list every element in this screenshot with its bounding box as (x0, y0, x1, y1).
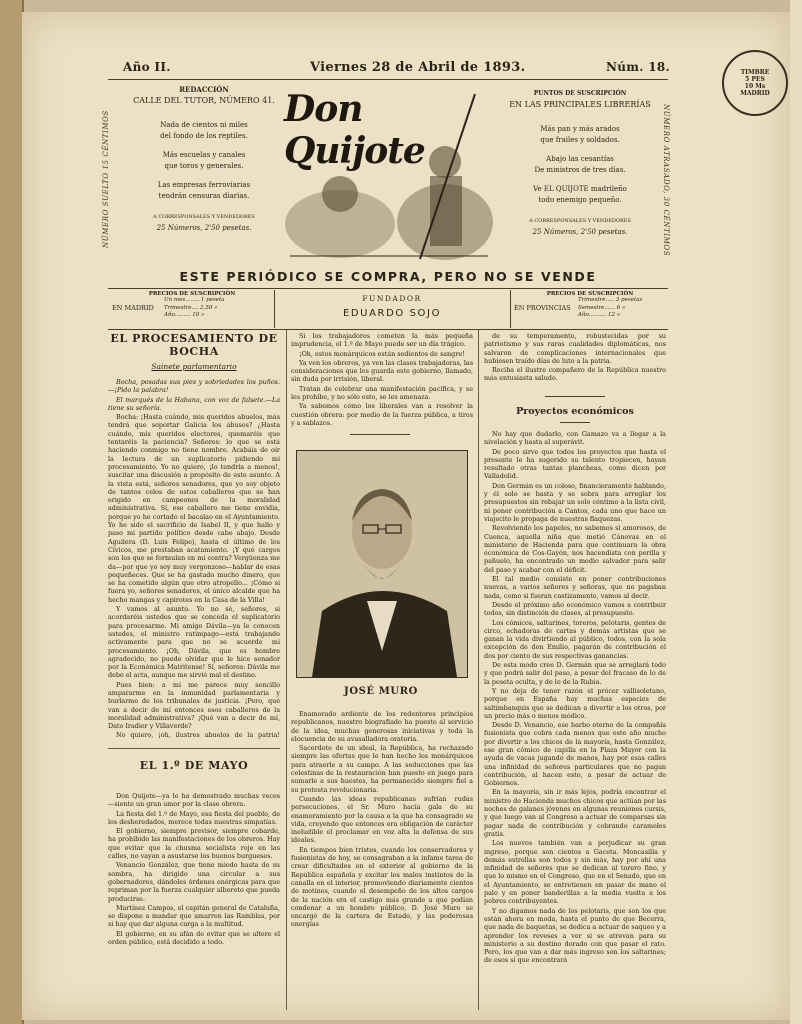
puntos-heading: PUNTOS DE SUSCRIPCIÓN (533, 90, 627, 97)
column-rule (478, 330, 479, 1010)
paragraph: Tratan de celebrar una manifestación pacífica, y se les prohíbe, y no sólo esto, se les amenaza. (291, 384, 473, 402)
article-mayo-body (108, 792, 280, 1007)
paragraph: Ya sabemos cómo los liberales van a resolver la cuestión obrera: por medio de la fuerza pública, a tiros y a sablazos. (291, 402, 473, 427)
puntos-line: que frailes y soldados. (540, 136, 620, 144)
paragraph: De esta modo cree D. Germán que se arreglará todo y que podrá salir del paso, a pesar del fracaso de lo de la peseta oculta, y de lo de la Rubia. (484, 661, 666, 686)
side-price-left: NÚMERO SUELTO 15 CÉNTIMOS (102, 110, 110, 248)
portrait-jose-muro (297, 451, 467, 677)
column-rule (286, 330, 287, 1010)
paragraph: Desde D. Venancio, ese barbo eterno de la compañía fusionista que cobra cada menos que este año mucho por divertir a los chicos de la mayoría, hasta González, ese gran cómico de capilla en la Plaza Mayor con la ayuda de vacas jugando de manos, hay por esas calles una infinidad de señores particulares que no pagan contribución, al hacen esto, a pesar de actuar de Gobiernos. (484, 721, 666, 788)
ornament-rule (545, 396, 605, 397)
paragraph: De poco sirve que todos los proyectos que hasta el presente le ha sugerido su talento tropiecen, hayan resultado otras tantas plancheas, como dicen por Valladolid. (484, 447, 666, 481)
sub-heading: PRECIOS DE SUSCRIPCIÓN (148, 291, 236, 297)
issue-year: Año II. (123, 60, 171, 74)
paragraph: Los nuevos también van a perjudicar su gran ingreso, porque son cientos a Gaceta. Moncasilla y demás estrellas son todos y sin más, hay por ahí una infinidad de señores que se dedican al torero fino, y que lo mismo en el Congreso, que en el Senado, que en el Ayuntamiento, se entretienen en pasar de mano el palo y en poner banderillas a la media vuelta a los pobres contribuyentes. (484, 839, 666, 906)
issue-number: Núm. 18. (606, 60, 671, 74)
paragraph: Cuando las ideas republicanas sufrían rudas persecuciones, el Sr. Muro hacía gala de su enamoramiento por la causa a la que ha consagrado su vida, creyendo que entonces era obligación de carácter ineludible el proclamar en voz alta la defensa de sus ideales. (291, 794, 473, 845)
paragraph: En tiempos bien tristes, cuando los conservadores y fusionistas de hoy, se consagraban a la infame tarea de crear dificultades en el exterior al gobierno de la República española y excitar los malos instintos de la canalla en el interior, promoviendo diariamente cientos de motines, cuando el desempeño de los altos cargos de la nación era el castigo más grande a que podían condenar a un hombre público, D. José Muro se encargó de la cartera de Estado, y las poderosas energías (291, 845, 473, 929)
paragraph: Reciba el ilustre compañero de la República nuestro más entusiasta saludo. (484, 366, 666, 383)
tax-stamp (722, 50, 788, 116)
paragraph: Bocha: ¡Hasta cuándo, mis queridos abuelos, más tendrá que soportar Galicia los abusos? ¿Hasta cuándo, mis queridos electores, quemaréis que tentaréis la paciencia? Señores: lo que se está haciendo conmigo no tiene nombre. Acabáis de oír la lectura de un suplicatorio pidiendo mi procesamiento. Yo no quiero, ¡lo tendría a menos!, suscitar una discusión a propósito de este asunto. A la vista está, señores senadores, que yo soy objeto de tantos celos de estos caballeros que se han erigido en campeones de la moralidad administrativa. Sí, ese caballero me tiene envidia, porque yo he cortado el bacalao en el Ayuntamiento. Yo he sido el sacrificio de Isabel II, y que hallo y paso mi partido político desde cabo abajo. Desde Aguilera (D. Luis Felipe), hasta el último de los Cívicos, me prestaban acatamiento. ¡Y qué cargos son los que se formulan en mi contra? Vergüenza me da—por que yo soy muy vergonzoso—hablar de esas pequeñeces. Que se ha gastado mucho dinero, que se ha cometido algún que otro atropello... ¡Cómo si fuera yo, señores senadores, el único alcalde que ha hecho mangas y capirotes en la Casa de la Villa! (108, 413, 280, 604)
article-title: Proyectos económicos (516, 406, 634, 417)
sub-row: Un mes........ 1 peseta (164, 297, 225, 303)
redaccion-line: tendrán censuras diarias. (158, 192, 250, 200)
ornament-rule (560, 422, 590, 423)
redaccion-line: Más escuelas y canales (162, 151, 246, 159)
side-price-right: NÚMERO ATRASADO, 30 CÉNTIMOS (662, 104, 670, 257)
masthead (280, 84, 498, 264)
book-spine (0, 0, 24, 1024)
paragraph: Y vamos al asunto. Yo no sé, señores, si acordaréis ustedes que se conceda el suplicatorio para procesarme. Mi amigo Dávila—ya le conocen ustedes, el ministro ratimpago—está trabajando activamente para que no se acuerde mi procesamiento. ¡Oh, Dávila, que es hombre agradecido, no puede olvidar que le hice senador por la Económica Matritense! Sí, señores: Dávila me debe el acta, aunque me sirvió mal el destino. (108, 605, 280, 680)
paragraph: Martínez Campos, el capitán general de Cataluña, se dispone a mandar que amarren las Ramblas, por si hay que dar alguna carga a la multitud. (108, 903, 280, 929)
redaccion-price: 25 Números, 2'50 pesetas. (156, 224, 252, 232)
article-body (108, 378, 280, 740)
sub-place: EN MADRID (112, 304, 154, 313)
sub-heading: PRECIOS DE SUSCRIPCIÓN (546, 291, 634, 297)
page-edge (790, 0, 802, 1024)
paragraph: No hay que dudarlo, con Gamazo va a llegar a la nivelación y hasta al superávit. (484, 430, 666, 447)
paragraph: Y no digamos nada de los pelotaris, que son los que están ahora en moda, hasta el punto de que Becerra, que nada de baquetas, se dedica a actuar de saqueo y a aprender los reveses a ver si se atrevan para su ministerio a su destino dorado con que pasar el rato. Pero, los que van a dar más ingreso son los saltarines; de esos sí que encontrará (484, 906, 666, 965)
stamp-line: TIMBRE (740, 69, 770, 76)
puntos-corresponsales: A CORRESPONSALES Y VENDEDORES (529, 218, 631, 224)
paragraph: Don Germán es un coloso, financieramente hablando, y él solo se basta y se sobra para arreglar los presupuestos sin rebajar un solo céntimo a la lista civil, ni poner contribución a Cantos, cada uno que hace un viajecito le propaga de nuestras flaquezas. (484, 481, 666, 523)
header-rule (108, 79, 668, 80)
paragraph: No quiero, ¡oh, ilustres abuelos de la patria! (116, 731, 280, 740)
redaccion-line: Las empresas ferroviarias (157, 181, 251, 189)
paragraph: Pues bien: a mí me parece muy sencillo ampararme en la inmunidad parlamentaria y burlarme de los tribunales de justicia. ¡Pero, qué van a decir de mí entonces esos caballeros de la moralidad administrativa? ¡Qué van a decir de mí, Dato Iradier y Villaverde? (108, 680, 280, 731)
masthead-title: Don Quijote (284, 88, 425, 172)
column3-top (484, 332, 666, 388)
founder-name: EDUARDO SOJO (342, 308, 442, 319)
puntos-block (500, 88, 660, 238)
founder-label: FUNDADOR (362, 294, 422, 303)
redaccion-address: CALLE DEL TUTOR, NÚMERO 41. (133, 96, 275, 105)
paragraph: Don Quijote—ya lo ha demostrado muchas veces—siente un gran amor por la clase obrera. (108, 792, 280, 809)
paragraph: La fiesta del 1.º de Mayo, esa fiesta del pueblo, de los desheredados, merece todas nuestras simpatías. (108, 809, 280, 826)
article-title: EL 1.º DE MAYO (139, 759, 249, 772)
stamp-line: 5 PES (745, 76, 765, 83)
paragraph: Desde el próximo año económico vamos a contribuir todos, sin distinción de clases, al presupuesto. (484, 600, 666, 618)
puntos-price: 25 Números, 2'50 pesetas. (532, 228, 628, 236)
paragraph: de su temperamento, robustecidas por su patriotismo y sus raras cualidades diplomáticas, nos salvaron de complicaciones internacionales que hubiesen traído días de luto a la patria. (484, 332, 666, 365)
article-title: EL PROCESAMIENTO DE BOCHA (110, 332, 278, 358)
sub-place: EN PROVINCIAS (514, 304, 571, 313)
portrait-caption: JOSÉ MURO (344, 686, 418, 697)
article-proyectos-body (484, 430, 666, 1008)
paragraph: En la mayoría, sin ir más lejos, podría encontrar el ministro de Hacienda muchos chicos que actúan por las noches de galanes jóvenes en algunas reuniones cursis, y que luego van al Congreso a actuar de comparsas sin pagar nada de contribución y cobrando carameles gratis. (484, 788, 666, 838)
puntos-line: De ministros de tres días. (534, 166, 626, 174)
subscription-provincias (514, 291, 666, 320)
paragraph: Sacerdote de un ideal, la República, ha rechazado siempre las ofertas que le han hecho los monárquicos para atraerle a su campo. A las seducciones que las celestinas de la restauración han puesto en juego para sumarle a sus huestes, ha permanecido siempre fiel a su protesta revolucionaria. (291, 744, 473, 794)
paragraph: El gobierno, en su afán de evitar que se altere el orden público, está decidido a todo. (108, 929, 280, 947)
paragraph: Y no deja de tener razón el prócer vallisoletano, porque en España hay muchas especies de saltimbanquis que se dedican a divertir a los otros, por un precio más o menos módico. (484, 686, 666, 720)
stamp-line: MADRID (740, 90, 770, 97)
redaccion-line: Nada de cientos ni miles (160, 121, 248, 129)
muro-biography (291, 710, 473, 1008)
column2-top (291, 332, 473, 430)
paragraph: Revolviendo los papeles, no sabemos si amorosos, de Cuenca, aquella niña que metió Cánovas en el ministerio de Hacienda para que continuara la obra económica de Cos-Gayón, nos hacendista con perilla y pañuelo, ha encontrado un medio salvador para salir del paso y acabar con el déficit. (484, 524, 666, 574)
sub-row: Trimestre.... 2,50 » (164, 304, 218, 311)
redaccion-line: que toros y generales. (164, 162, 244, 170)
stamp-line: 10 Ms (744, 83, 766, 90)
puntos-line: Ve EL QUIJOTE madrileño (533, 185, 627, 193)
article-mayo-header (108, 748, 280, 772)
paragraph: El marqués de la Habana, con voz de falsete.—La tiene su señoría. (108, 395, 280, 412)
puntos-line: Más pan y más arados (540, 125, 620, 133)
puntos-line: todo enemigo pequeño. (538, 196, 622, 204)
issue-date: Viernes 28 de Abril de 1893. (310, 60, 526, 75)
redaccion-heading: REDACCIÓN (179, 85, 229, 94)
article-subtitle: Sainete parlamentario (151, 362, 237, 371)
paragraph: El gobierno, siempre previsor, siempre cobarde, ha prohibido las manifestaciones de los obreros. Hay que evitar que la chusma socialista roje en las calles, no vayan a asustarse los buenos burgueses. (108, 827, 280, 861)
puntos-sub: EN LAS PRINCIPALES LIBRERÍAS (509, 100, 651, 109)
redaccion-block (118, 84, 290, 234)
paragraph: Enamorado ardiente de los redentores principios republicanos, nuestro biografiado ha puesto al servicio de la idea, muchas generosas iniciativas y toda la elocuencia de su avasalladora oratoria. (291, 710, 473, 743)
paragraph: Los cómicos, saltarines, toreros, pelotaris, gentes de circo, echadoras de cartas y demás artistas que se ganan la vida divirtiendo al público, todos, con la sola excepción de don Emilio, pagarán de contribución el dos por ciento de sus respectivas ganancias. (484, 618, 666, 660)
paragraph: Venancio González, que tiene miedo hasta de su sombra, ha dirigido una circular a sus gobernadores, dándoles órdenes enérgicas para que repriman por la fuerza cualquier alboroto que pueda producirse. (108, 861, 280, 903)
sub-row: Trimestre..... 3 pesetas (578, 297, 643, 303)
redaccion-line: del fondo de los reptiles. (160, 132, 248, 140)
paragraph: Si los trabajadores cometen la más pequeña imprudencia, el 1.º de Mayo puede ser un día trágico. (291, 332, 473, 349)
paragraph: El tal medio consiste en poner contribuciones nuevas, a varios señores y señoras, que no pagaban nada, como si fueran castizamente, vamos al decir. (484, 575, 666, 600)
sub-row: Año......... 10 » (164, 312, 205, 318)
paragraph: ¡Oh, estos monárquicos están sedientos de sangre! (299, 349, 465, 358)
sub-row: Año.......... 12 » (578, 312, 621, 318)
subscription-madrid (112, 291, 272, 320)
redaccion-corresponsales: A CORRESPONSALES Y VENDEDORES (153, 214, 255, 220)
slogan: ESTE PERIÓDICO SE COMPRA, PERO NO SE VENDE (179, 269, 597, 284)
portrait-signature: Lapuerta Ant. (325, 665, 361, 671)
divider (274, 290, 275, 328)
ornament-rule (350, 434, 410, 435)
paragraph: Ya ven los obreros, ya ven las clases trabajadoras, las consideraciones que les guarda este gobierno, llamado, sin duda por irrisión, liberal. (291, 358, 473, 384)
article-procesamiento (108, 332, 280, 377)
divider (510, 290, 511, 328)
puntos-line: Abajo las cesantías (546, 155, 614, 163)
founder-block (276, 294, 508, 319)
portrait-frame (296, 450, 468, 678)
sub-row: Semestre...... 6 » (578, 304, 626, 311)
paragraph: Bocha, posadas sus pies y sobriedades los puños.—¡Pido la palabra! (108, 378, 280, 395)
